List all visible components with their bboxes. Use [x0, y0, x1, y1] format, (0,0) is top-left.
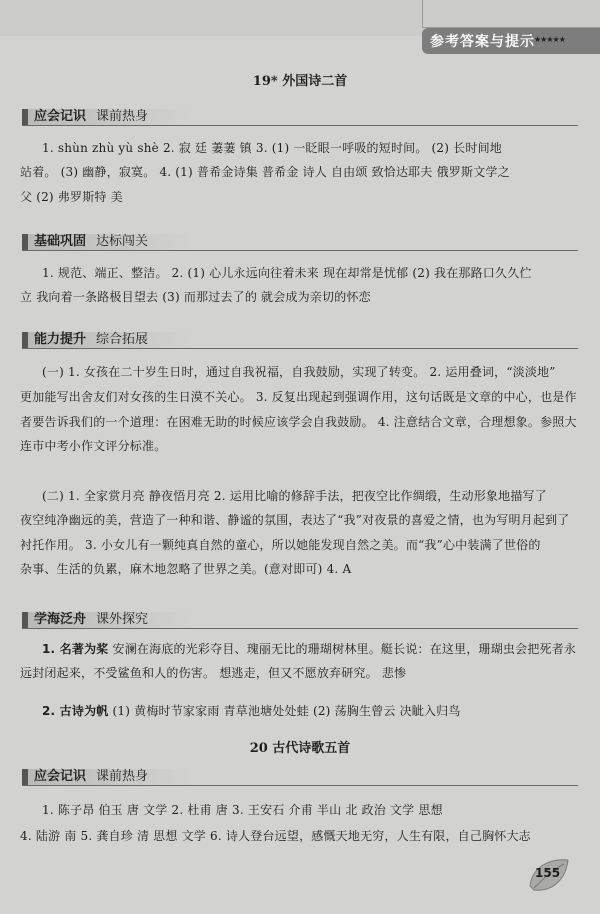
section-sublabel: 达标闯关 [96, 234, 149, 249]
section-label: 学海泛舟 [34, 612, 87, 627]
header-stars: ★★★★★ [534, 35, 565, 44]
section-label: 能力提升 [34, 332, 87, 347]
section-marker [22, 769, 28, 785]
section-marker [22, 234, 28, 250]
section-sublabel: 课外探究 [96, 612, 149, 627]
answer-line: 远封闭起来，不受鲨鱼和人的伤害。 想逃走，但又不愿放弃研究。 悲惨 [20, 666, 407, 680]
answer-line: 更加能写出舍友们对女孩的生日漠不关心。 3. 反复出现起到强调作用，这句话既是文章的中心，也是作 [20, 390, 577, 404]
lesson-19-title: 19* 外国诗二首 [252, 74, 348, 89]
header-divider [422, 0, 423, 28]
section-marker [22, 612, 28, 628]
item-text: 安澜在海底的光彩夺目、瑰丽无比的珊瑚树林里。艇长说：在这里，珊瑚虫会把死者永 [108, 642, 577, 656]
section-label: 应会记识 [34, 769, 87, 784]
answer-line: (一) 1. 女孩在二十岁生日时，通过自我祝福，自我鼓励，实现了转变。 2. 运用叠词，“淡淡地” [42, 365, 556, 379]
answer-line: 父 (2) 弗罗斯特 美 [20, 190, 123, 204]
item-text: (1) 黄梅时节家家雨 青草池塘处处蛙 (2) 荡胸生曾云 决眦入归鸟 [108, 704, 461, 718]
answer-line: 夜空纯净幽远的美，营造了一种和谐、静谧的氛围，表达了“我”对夜景的喜爱之情，也为写明月起到了 [20, 513, 570, 527]
section-rule [22, 785, 578, 786]
lesson-20-title: 20 古代诗歌五首 [249, 741, 351, 756]
answer-line: 立 我向着一条路极目望去 (3) 而那过去了的 就会成为亲切的怀恋 [20, 290, 371, 304]
section-nenglitisheng [22, 332, 192, 348]
answer-line: 1. 陈子昂 伯玉 唐 文学 2. 杜甫 唐 3. 王安石 介甫 半山 北 政治 文学 思想 [42, 803, 443, 817]
answer-line: 连市中考小作文评分标准。 [20, 439, 167, 453]
answer-line: 者要告诉我们的一个道理：在困难无助的时候应该学会自我鼓励。 4. 注意结合文章，合理想象。参照大 [20, 415, 577, 429]
section-marker [22, 109, 28, 125]
header-title: 参考答案与提示 [430, 34, 535, 50]
section-rule [22, 628, 578, 629]
section-rule [22, 250, 578, 251]
answer-line: 1. shùn zhù yù shè 2. 寂 廷 萋萋 镇 3. (1) 一眨眼一呼吸的短时间。 (2) 长时间地 [42, 141, 502, 155]
section-sublabel: 课前热身 [96, 769, 149, 784]
page-number: 155 [535, 866, 561, 880]
answer-line [42, 641, 582, 657]
section-label: 基础巩固 [34, 234, 87, 249]
section-marker [22, 332, 28, 348]
section-xuehaifanzhou [22, 612, 192, 628]
item-lead: 1. 名著为桨 [42, 642, 109, 656]
section-sublabel: 综合拓展 [96, 332, 149, 347]
section-sublabel: 课前热身 [96, 109, 149, 124]
answer-line: 杂事、生活的负累，麻木地忽略了世界之美。(意对即可) 4. A [20, 562, 352, 576]
section-yinghuijishi [22, 109, 192, 125]
answer-line: 衬托作用。 3. 小女儿有一颗纯真自然的童心，所以她能发现自然之美。而“我”心中装满了世俗的 [20, 538, 541, 552]
section-rule [22, 125, 578, 126]
answer-line: 1. 规范、端正、整洁。 2. (1) 心儿永远向往着未来 现在却常是忧郁 (2) 我在那路口久久伫 [42, 266, 532, 280]
answer-line: 4. 陆游 南 5. 龚自珍 清 思想 文学 6. 诗人登台远望，感慨天地无穷，人生有限，自己胸怀大志 [20, 829, 531, 843]
answer-line [42, 703, 582, 719]
answer-line: 站着。 (3) 幽静，寂寞。 4. (1) 普希金诗集 普希金 诗人 自由颂 致恰达耶夫 俄罗斯文学之 [20, 165, 510, 179]
section-label: 应会记识 [34, 109, 87, 124]
section-yinghuijishi-20 [22, 769, 192, 785]
answer-line: (二) 1. 全家赏月亮 静夜悟月亮 2. 运用比喻的修辞手法，把夜空比作绸缎，生动形象地描写了 [42, 489, 547, 503]
section-jichugonggu [22, 234, 192, 250]
section-rule [22, 348, 578, 349]
item-lead: 2. 古诗为帆 [42, 704, 109, 718]
